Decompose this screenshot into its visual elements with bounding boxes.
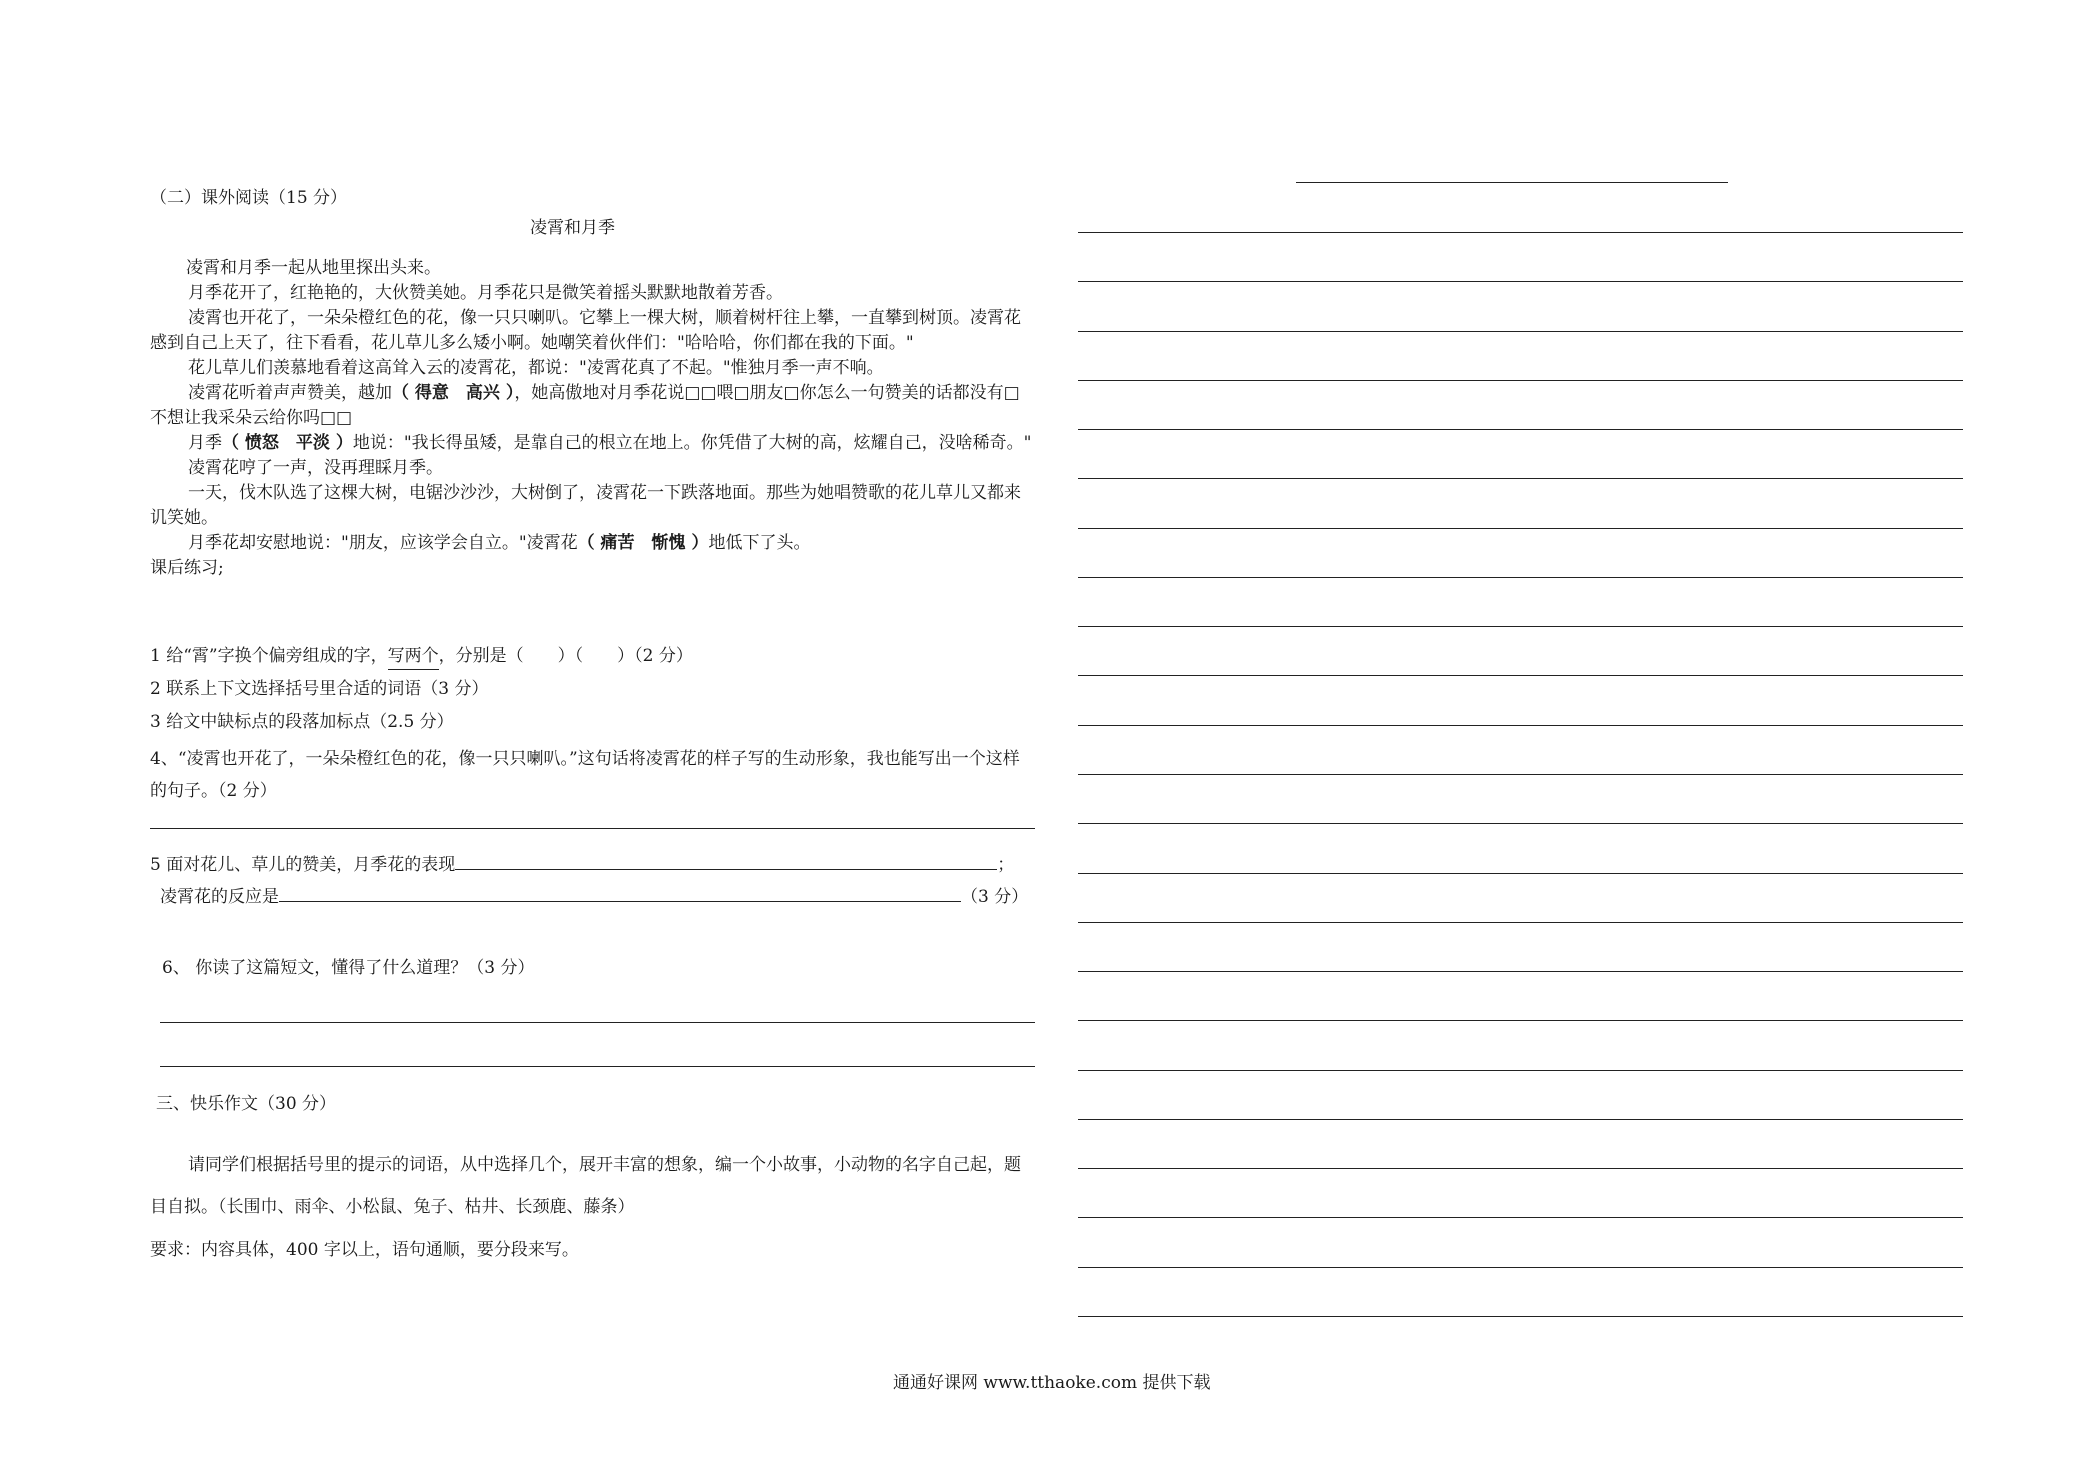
paragraph-2: 月季花开了，红艳艳的，大伙赞美她。月季花只是微笑着摇头默默地散着芳香。 [188,283,783,303]
section-title: （二）课外阅读（15 分） [150,188,348,208]
paragraph-3: 凌霄也开花了，一朵朵橙红色的花，像一只只喇叭。它攀上一棵大树，顺着树杆往上攀，一直攀到树顶。凌霄花感到自己上天了，往下看看，花儿草儿多么矮小啊。她嘲笑着伙伴们："哈哈哈，你们都在我的下面。" [150,308,1021,353]
composition-title: 三、快乐作文（30 分） [156,1094,337,1114]
writing-line [1078,1070,1963,1071]
paragraph-5-pre: 凌霄花听着声声赞美，越加 [188,383,392,403]
story-title: 凌霄和月季 [530,218,615,238]
question-5-prompt-2: 凌霄花的反应是 [160,887,279,907]
footer-credit: 通通好课网 www.tthaoke.com 提供下载 [893,1373,1211,1393]
question-1-post: ，分别是（ ）（ ）（2 分） [438,646,693,666]
writing-line [1078,429,1963,430]
writing-line [1078,873,1963,874]
question-5-prompt-1: 5 面对花儿、草儿的赞美，月季花的表现 [150,855,456,875]
writing-line [1078,1119,1963,1120]
question-5-line-2 [160,883,1028,910]
question-6: 6、 你读了这篇短文，懂得了什么道理？（3 分） [162,958,535,978]
paragraph-6-post: 地说："我长得虽矮，是靠自己的根立在地上。你凭借了大树的高，炫耀自己，没啥稀奇。" [352,433,1032,453]
writing-line [1078,232,1963,233]
paragraph-7: 凌霄花哼了一声，没再理睬月季。 [188,458,443,478]
word-choice-3: （ 痛苦 惭愧 ） [577,533,709,553]
answer-line-q6-1 [160,1022,1035,1023]
word-choice-2: （ 愤怒 平淡 ） [222,433,353,453]
writing-line [1078,528,1963,529]
question-5-end-1: ； [997,855,1015,875]
writing-line [1078,1168,1963,1169]
answer-line-q6-2 [160,1066,1035,1067]
paragraph-9 [150,531,1035,556]
writing-line [1078,971,1963,972]
writing-line [1078,380,1963,381]
story-paragraphs [150,256,1035,581]
paragraph-9-post: 地低下了头。 [708,533,811,553]
exercise-label: 课后练习; [150,558,224,578]
question-1-pre: 1 给“霄”字换个偏旁组成的字， [150,646,388,666]
writing-line [1078,281,1963,282]
paragraph-1: 凌霄和月季一起从地里探出头来。 [186,258,441,278]
paragraph-8: 一天，伐木队选了这棵大树，电锯沙沙沙，大树倒了，凌霄花一下跌落地面。那些为她唱赞歌的花儿草儿又都来讥笑她。 [150,483,1021,528]
question-4: 4、“凌霄也开花了，一朵朵橙红色的花，像一只只喇叭。”这句话将凌霄花的样子写的生动形象，我也能写出一个这样的句子。（2 分） [150,749,1020,801]
paragraph-5 [150,381,1035,431]
writing-line [1078,626,1963,627]
writing-line [1078,1020,1963,1021]
writing-line [1078,675,1963,676]
paragraph-4: 花儿草儿们羡慕地看着这高耸入云的凌霄花，都说："凌霄花真了不起。"惟独月季一声不响。 [188,358,884,378]
paragraph-9-pre: 月季花却安慰地说："朋友，应该学会自立。"凌霄花 [188,533,578,553]
answer-blank-q5-1[interactable] [455,851,997,870]
writing-line [1078,922,1963,923]
question-1 [150,644,693,670]
paragraph-6 [150,431,1035,456]
writing-line [1078,478,1963,479]
paragraph-6-pre: 月季 [188,433,222,453]
writing-line [1078,725,1963,726]
writing-line [1078,331,1963,332]
question-2: 2 联系上下文选择括号里合适的词语（3 分） [150,679,489,699]
writing-line [1078,1217,1963,1218]
answer-line-q4 [150,828,1035,829]
paragraph-5-post: ，她高傲地对月季花说□□喂□朋友□你怎么一句赞美的话都没有□不想让我采朵云给你吗□□ [150,383,1020,428]
writing-line [1078,823,1963,824]
question-3: 3 给文中缺标点的段落加标点（2.5 分） [150,712,454,732]
question-5-line-1 [150,851,1014,878]
question-5-end-2: （3 分） [961,887,1029,907]
composition-prompt: 请同学们根据括号里的提示的词语，从中选择几个，展开丰富的想象，编一个小故事，小动物的名字自己起，题目自拟。（长围巾、雨伞、小松鼠、兔子、枯井、长颈鹿、藤条） [150,1155,1021,1217]
writing-line [1078,774,1963,775]
writing-line [1078,1267,1963,1268]
writing-line [1078,577,1963,578]
composition-requirement: 要求：内容具体，400 字以上，语句通顺，要分段来写。 [150,1240,579,1260]
writing-line [1078,1316,1963,1317]
word-choice-1: （ 得意 高兴 ） [392,383,515,403]
answer-blank-q5-2[interactable] [279,883,961,902]
composition-title-line [1296,182,1728,183]
question-1-underlined: 写两个 [388,644,439,670]
